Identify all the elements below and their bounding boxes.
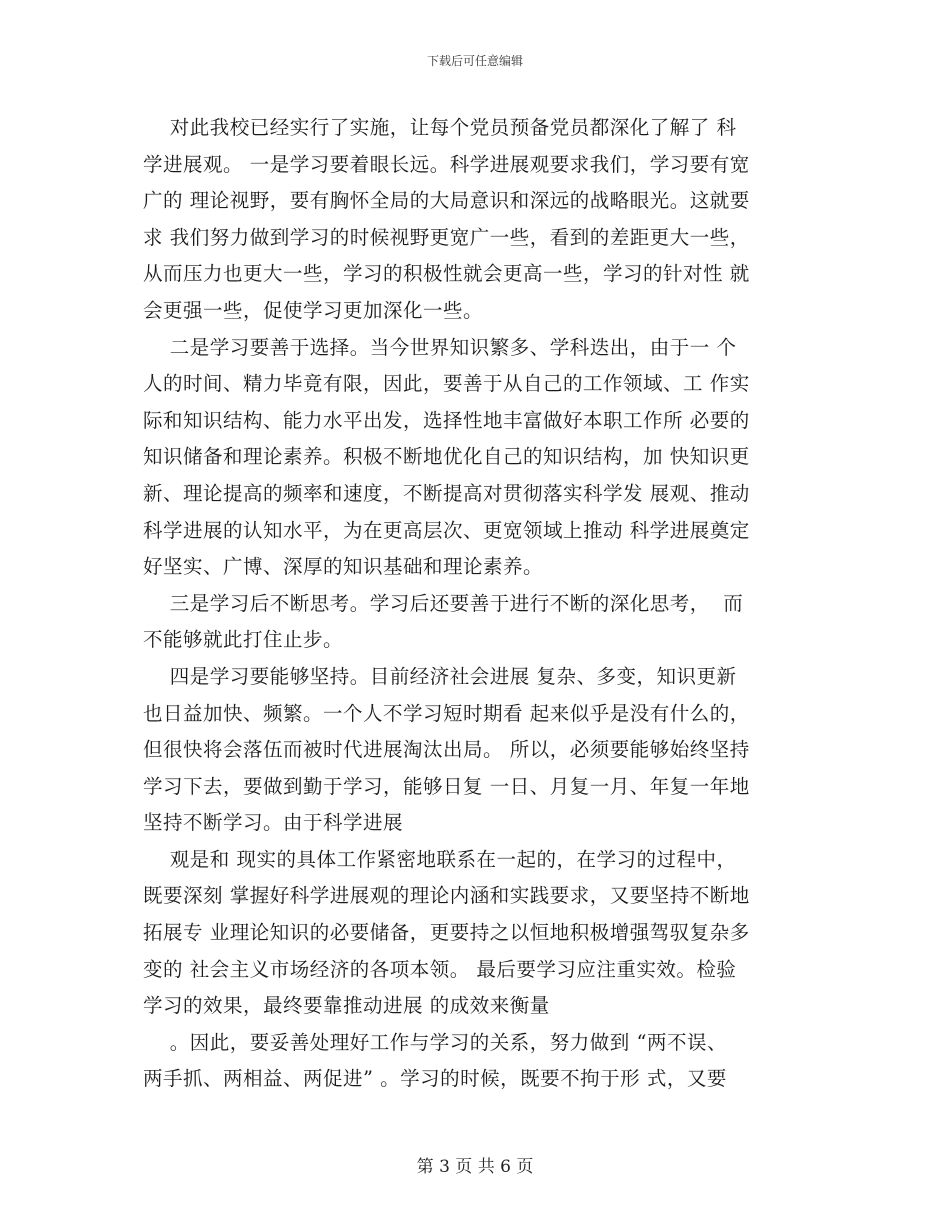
text-line: 科学进展的认知水平，为在更高层次、更宽领域上推动 科学进展奠定 — [143, 518, 750, 542]
text-line: 会更强一些，促使学习更加深化一些。 — [143, 298, 484, 322]
document-body — [143, 110, 811, 1098]
text-line: 对此我校已经实行了实施，让每个党员预备党员都深化了解了 科 — [143, 116, 737, 139]
text-line: 从而压力也更大一些，学习的积极性就会更高一些，学习的针对性 就 — [143, 262, 750, 286]
text-line: 拓展专 业理论知识的必要储备，更要持之以恒地积极增强驾驭复杂多 — [143, 921, 750, 945]
text-line: 也日益加快、频繁。一个人不学习短时期看 起来似乎是没有什么的， — [143, 701, 750, 725]
paragraph — [143, 659, 811, 842]
text-line: 学习下去，要做到勤于学习，能够日复 一日、月复一月、年复一年地 — [143, 774, 750, 798]
paragraph — [143, 586, 811, 659]
page-footer: 第 3 页 共 6 页 — [416, 1157, 534, 1177]
text-line: 既要深刻 掌握好科学进展观的理论内涵和实践要求，又要坚持不断地 — [143, 884, 750, 908]
paragraph — [143, 842, 811, 1025]
text-line: 学进展观。 一是学习要着眼长远。科学进展观要求我们，学习要有宽 — [143, 152, 750, 176]
text-line: 。因此，要妥善处理好工作与学习的关系，努力做到 “两不误、 — [143, 1030, 727, 1054]
text-line: 人的时间、精力毕竟有限，因此，要善于从自己的工作领域、工 作实 — [143, 372, 750, 396]
text-line: 两手抓、两相益、两促进” 。学习的时候，既要不拘于形 式，又要 — [143, 1067, 727, 1091]
text-line: 学习的效果，最终要靠推动进展 的成效来衡量 — [143, 994, 550, 1018]
paragraph — [143, 1025, 811, 1098]
text-line: 新、理论提高的频率和速度，不断提高对贯彻落实科学发 展观、推动 — [143, 481, 750, 505]
text-line: 不能够就此打住止步。 — [143, 628, 344, 652]
text-line: 坚持不断学习。由于科学进展 — [143, 811, 404, 835]
text-line: 好坚实、广博、深厚的知识基础和理论素养。 — [143, 555, 544, 579]
paragraph — [143, 330, 811, 586]
text-line: 三是学习后不断思考。学习后还要善于进行不断的深化思考， 而 — [143, 591, 744, 615]
text-line: 但很快将会落伍而被时代进展淘汰出局。 所以，必须要能够始终坚持 — [143, 738, 750, 762]
page-header: 下载后可任意编辑 — [426, 54, 523, 68]
text-line: 知识储备和理论素养。积极不断地优化自己的知识结构，加 快知识更 — [143, 445, 750, 469]
paragraph — [143, 110, 811, 330]
text-line: 广的 理论视野，要有胸怀全局的大局意识和深远的战略眼光。这就要 — [143, 189, 750, 213]
text-line: 观是和 现实的具体工作紧密地联系在一起的，在学习的过程中， — [143, 847, 737, 871]
text-line: 四是学习要能够坚持。目前经济社会进展 复杂、多变，知识更新 — [143, 664, 737, 688]
text-line: 二是学习要善于选择。当今世界知识繁多、学科迭出，由于一 个 — [143, 335, 737, 359]
text-line: 际和知识结构、能力水平出发，选择性地丰富做好本职工作所 必要的 — [143, 408, 750, 432]
text-line: 求 我们努力做到学习的时候视野更宽广一些，看到的差距更大一些， — [143, 225, 750, 249]
text-line: 变的 社会主义市场经济的各项本领。 最后要学习应注重实效。检验 — [143, 957, 737, 981]
